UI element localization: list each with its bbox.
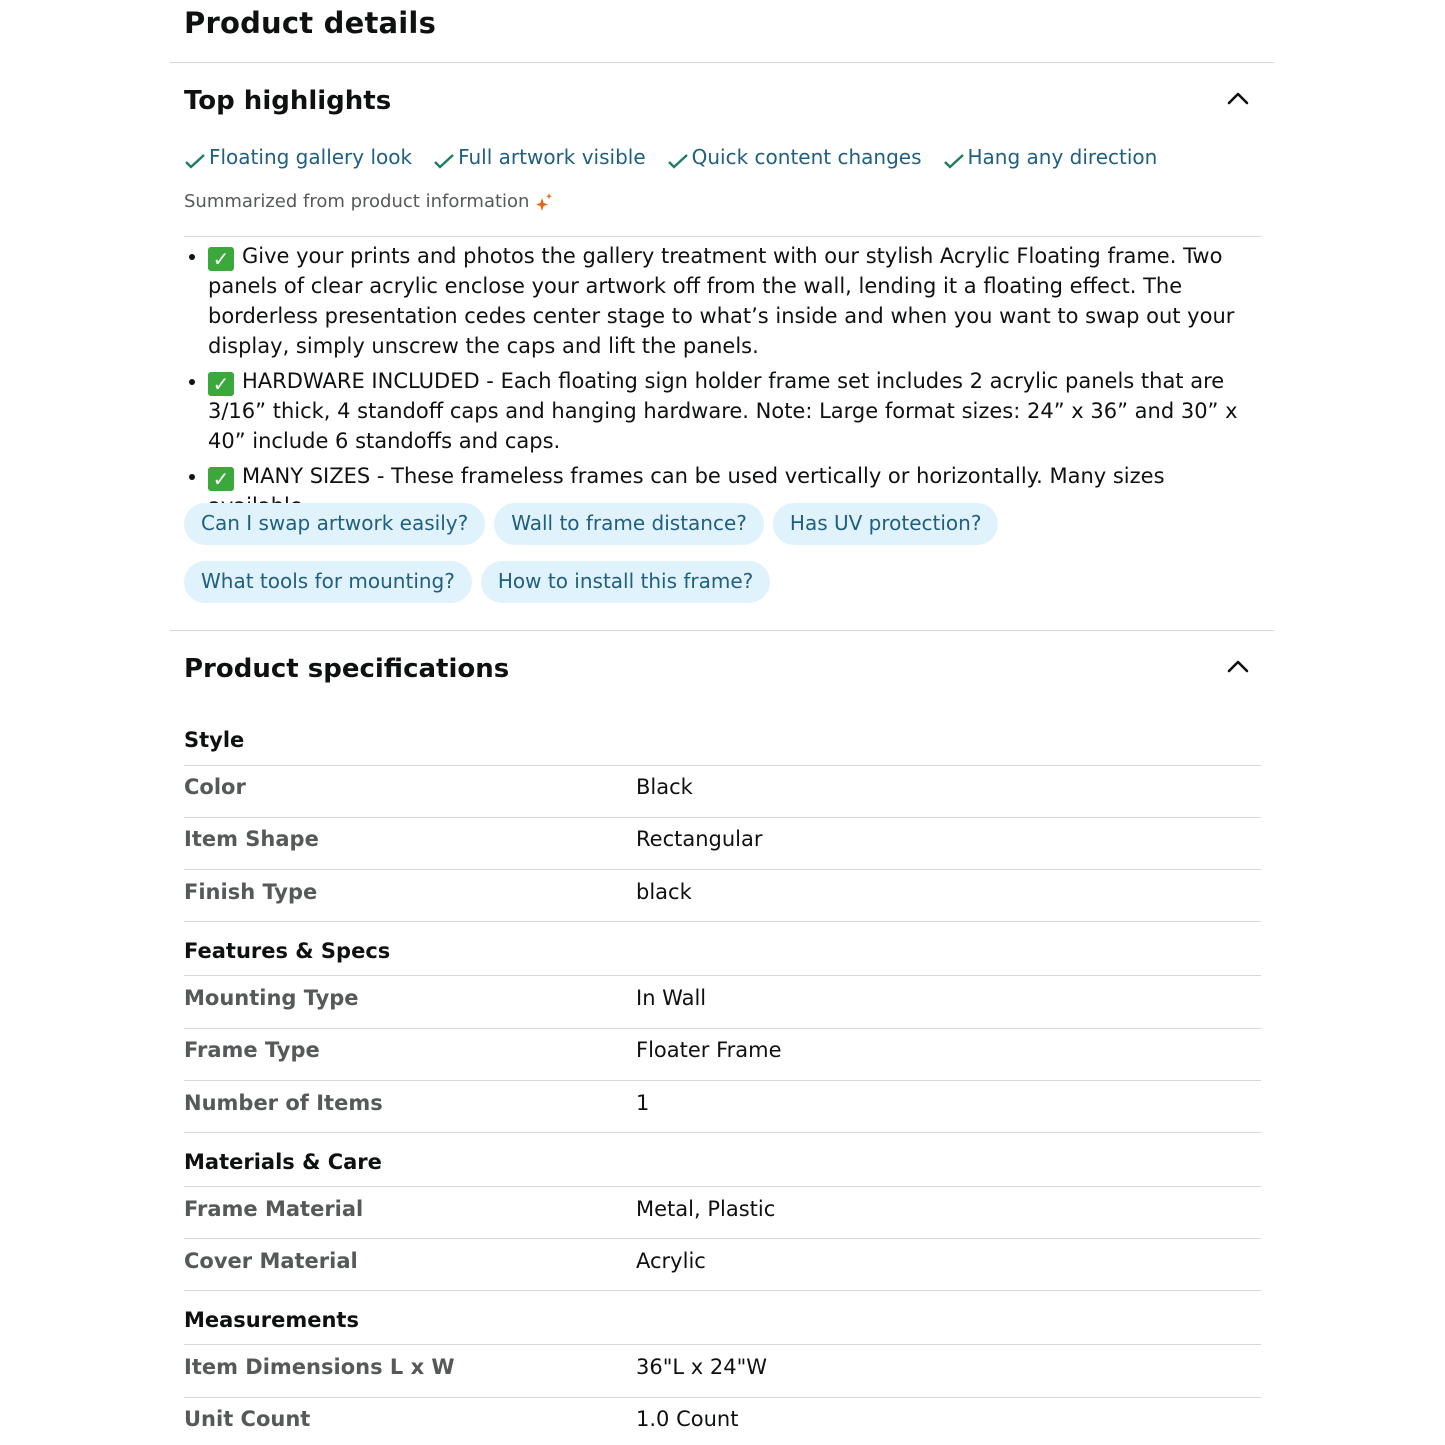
- spec-row-divider: [184, 1132, 1261, 1133]
- spec-row-divider: [184, 921, 1261, 922]
- spec-label: Unit Count: [184, 1407, 311, 1431]
- spec-value: Acrylic: [636, 1249, 706, 1273]
- spec-row-divider: [184, 1186, 1261, 1187]
- highlight-list: [184, 144, 1178, 170]
- spec-label: Item Shape: [184, 827, 319, 851]
- spec-row-divider: [184, 1397, 1261, 1398]
- spec-row-divider: [184, 765, 1261, 766]
- question-chip[interactable]: What tools for mounting?: [184, 561, 472, 603]
- check-icon: [943, 152, 965, 170]
- spec-group-heading: Measurements: [184, 1308, 359, 1332]
- question-chip[interactable]: Wall to frame distance?: [494, 503, 764, 545]
- question-chip[interactable]: How to install this frame?: [481, 561, 770, 603]
- feature-bullets: [184, 241, 1262, 491]
- spec-row-divider: [184, 869, 1261, 870]
- feature-bullet: [208, 366, 1262, 456]
- spec-label: Mounting Type: [184, 986, 359, 1010]
- highlight-item: [943, 144, 1158, 170]
- highlight-label: Hang any direction: [967, 145, 1158, 169]
- spec-value: Black: [636, 775, 693, 799]
- suggested-questions: [184, 503, 1244, 619]
- top-highlights-title: Top highlights: [184, 86, 392, 116]
- spec-row-divider: [184, 1290, 1261, 1291]
- spec-value: Floater Frame: [636, 1038, 782, 1062]
- highlight-item: [184, 144, 412, 170]
- check-icon: [433, 152, 455, 170]
- spec-label: Number of Items: [184, 1091, 383, 1115]
- question-chip[interactable]: Has UV protection?: [773, 503, 999, 545]
- summary-divider: [184, 236, 1261, 237]
- spec-row-divider: [184, 1028, 1261, 1029]
- spec-row-divider: [184, 1238, 1261, 1239]
- spec-row-divider: [184, 817, 1261, 818]
- highlight-label: Floating gallery look: [209, 145, 413, 169]
- spec-label: Color: [184, 775, 246, 799]
- summary-note-text: Summarized from product information: [184, 191, 530, 212]
- spec-row-divider: [184, 975, 1261, 976]
- feature-bullet-text: MANY SIZES - These frameless frames can be used vertically or horizontally. Many sizes: [242, 464, 1165, 488]
- feature-bullet: [208, 241, 1262, 361]
- spec-group-heading: Style: [184, 728, 245, 752]
- check-mark-button-icon: ✓: [208, 247, 234, 271]
- page-title: Product details: [184, 6, 437, 40]
- spec-value: black: [636, 880, 692, 904]
- check-mark-button-icon: ✓: [208, 372, 234, 396]
- chevron-up-icon[interactable]: [1225, 656, 1251, 676]
- spec-label: Frame Material: [184, 1197, 364, 1221]
- section-divider: [170, 630, 1274, 631]
- question-chip[interactable]: Can I swap artwork easily?: [184, 503, 485, 545]
- check-icon: [667, 152, 689, 170]
- highlight-label: Quick content changes: [691, 145, 922, 169]
- chevron-up-icon[interactable]: [1225, 88, 1251, 108]
- spec-label: Cover Material: [184, 1249, 358, 1273]
- sparkle-icon: [535, 192, 553, 212]
- spec-label: Frame Type: [184, 1038, 320, 1062]
- spec-label: Item Dimensions L x W: [184, 1355, 455, 1379]
- spec-label: Finish Type: [184, 880, 318, 904]
- section-divider: [170, 62, 1274, 63]
- feature-bullet-text: Give your prints and photos the gallery treatment with our stylish Acrylic Floating frame. Two panels of clear acrylic enclose your artwork off from the wall, lending it a floating effect. The borderless presentation cedes center stage to what’s inside and when you want to swap out your display, simply unscrew the caps and lift the panels.: [208, 244, 1235, 358]
- highlight-item: [433, 144, 646, 170]
- spec-row-divider: [184, 1080, 1261, 1081]
- check-icon: [184, 152, 206, 170]
- spec-value: In Wall: [636, 986, 707, 1010]
- check-mark-button-icon: ✓: [208, 467, 234, 491]
- highlight-label: Full artwork visible: [458, 145, 646, 169]
- feature-bullet-text: HARDWARE INCLUDED - Each floating sign holder frame set includes 2 acrylic panels that are 3/16” thick, 4 standoff caps and hanging hardware. Note: Large format sizes: 24” x 36” and 30” x 40” include 6 standoffs and caps.: [208, 369, 1238, 453]
- spec-value: 1: [636, 1091, 650, 1115]
- spec-group-heading: Features & Specs: [184, 939, 391, 963]
- product-specifications-title: Product specifications: [184, 654, 510, 684]
- spec-value: Metal, Plastic: [636, 1197, 776, 1221]
- spec-group-heading: Materials & Care: [184, 1150, 382, 1174]
- spec-value: 1.0 Count: [636, 1407, 739, 1431]
- summary-note: [184, 191, 553, 212]
- spec-value: Rectangular: [636, 827, 763, 851]
- spec-row-divider: [184, 1344, 1261, 1345]
- spec-value: 36"L x 24"W: [636, 1355, 768, 1379]
- highlight-item: [667, 144, 922, 170]
